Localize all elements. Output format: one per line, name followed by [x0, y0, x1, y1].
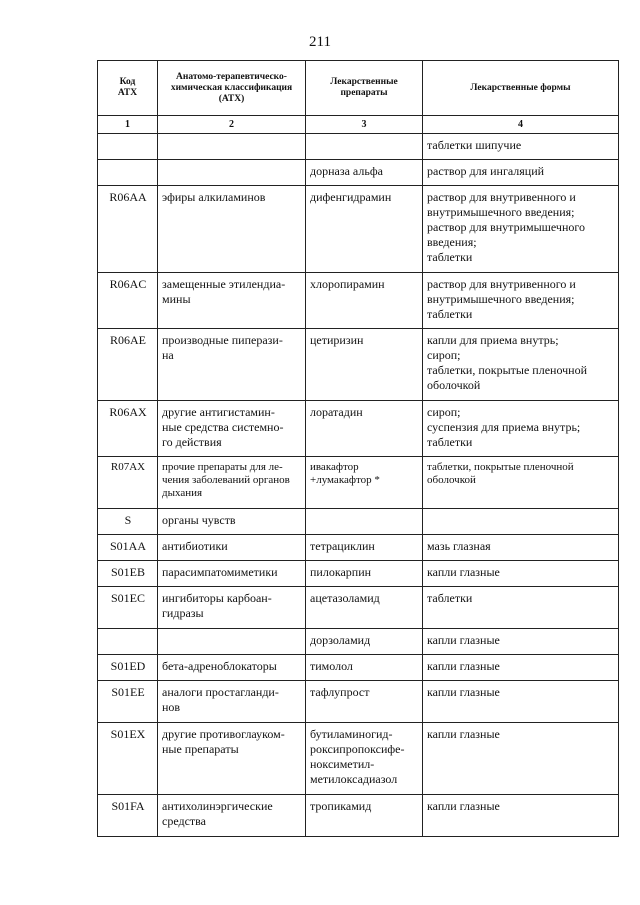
page-number: 211 — [309, 34, 331, 50]
atc-classification-cell: антихолинэргические средства — [158, 795, 306, 837]
dosage-forms-cell: раствор для внутривенного и внутримышечного введения; раствор для внутримышечного введения; таблетки — [423, 186, 619, 273]
atc-code-cell: S — [98, 509, 158, 535]
drug-name-cell: цетиризин — [306, 329, 423, 401]
table-row — [98, 795, 619, 837]
atc-classification-cell: эфиры алкиламинов — [158, 186, 306, 273]
atc-drug-table — [97, 60, 619, 837]
dosage-forms-cell: капли глазные — [423, 795, 619, 837]
table-row — [98, 273, 619, 329]
drug-name-cell: лоратадин — [306, 401, 423, 457]
atc-classification-cell: прочие препараты для ле- чения заболеваний органов дыхания — [158, 457, 306, 509]
atc-classification-cell: органы чувств — [158, 509, 306, 535]
drug-name-cell: тропикамид — [306, 795, 423, 837]
dosage-forms-cell: мазь глазная — [423, 535, 619, 561]
table-body — [98, 134, 619, 837]
table-row — [98, 681, 619, 723]
drug-name-cell: бутиламиногид- роксипропоксифе- ноксиметил- метилоксадиазол — [306, 723, 423, 795]
dosage-forms-cell: капли глазные — [423, 681, 619, 723]
atc-code-cell: S01EB — [98, 561, 158, 587]
header-drugs: Лекарственные препараты — [306, 61, 423, 116]
table-row — [98, 587, 619, 629]
drug-name-cell: хлоропирамин — [306, 273, 423, 329]
table-row — [98, 655, 619, 681]
atc-classification-cell: другие противоглауком- ные препараты — [158, 723, 306, 795]
drug-name-cell: тетрациклин — [306, 535, 423, 561]
dosage-forms-cell: капли глазные — [423, 629, 619, 655]
drug-name-cell: дорзоламид — [306, 629, 423, 655]
table-row — [98, 629, 619, 655]
dosage-forms-cell: капли глазные — [423, 561, 619, 587]
atc-code-cell — [98, 134, 158, 160]
column-number: 2 — [158, 116, 306, 134]
dosage-forms-cell: таблетки — [423, 587, 619, 629]
atc-code-cell: S01EC — [98, 587, 158, 629]
atc-classification-cell — [158, 134, 306, 160]
table-row — [98, 535, 619, 561]
dosage-forms-cell: капли для приема внутрь; сироп; таблетки, покрытые пленочной оболочкой — [423, 329, 619, 401]
column-number: 4 — [423, 116, 619, 134]
atc-classification-cell: антибиотики — [158, 535, 306, 561]
column-number: 1 — [98, 116, 158, 134]
drug-name-cell: тафлупрост — [306, 681, 423, 723]
atc-classification-cell: замещенные этилендиа- мины — [158, 273, 306, 329]
column-number-row — [98, 116, 619, 134]
atc-code-cell: S01FA — [98, 795, 158, 837]
atc-code-cell: S01EE — [98, 681, 158, 723]
atc-classification-cell: бета-адреноблокаторы — [158, 655, 306, 681]
table-row — [98, 509, 619, 535]
dosage-forms-cell: капли глазные — [423, 655, 619, 681]
dosage-forms-cell: сироп; суспензия для приема внутрь; таблетки — [423, 401, 619, 457]
drug-name-cell: дифенгидрамин — [306, 186, 423, 273]
atc-code-cell: R06AE — [98, 329, 158, 401]
dosage-forms-cell — [423, 509, 619, 535]
atc-classification-cell: другие антигистамин- ные средства системно- го действия — [158, 401, 306, 457]
header-dosage-forms: Лекарственные формы — [423, 61, 619, 116]
drug-name-cell — [306, 134, 423, 160]
header-atc-code: Код АТХ — [98, 61, 158, 116]
atc-code-cell: R07AX — [98, 457, 158, 509]
drug-name-cell: ивакафтор +лумакафтор * — [306, 457, 423, 509]
atc-code-cell — [98, 629, 158, 655]
dosage-forms-cell: таблетки шипучие — [423, 134, 619, 160]
dosage-forms-cell: таблетки, покрытые пленочной оболочкой — [423, 457, 619, 509]
dosage-forms-cell: раствор для внутривенного и внутримышечного введения; таблетки — [423, 273, 619, 329]
atc-code-cell: S01EX — [98, 723, 158, 795]
table-row — [98, 561, 619, 587]
table-row — [98, 160, 619, 186]
dosage-forms-cell: раствор для ингаляций — [423, 160, 619, 186]
atc-code-cell — [98, 160, 158, 186]
atc-classification-cell — [158, 629, 306, 655]
column-number: 3 — [306, 116, 423, 134]
atc-code-cell: R06AC — [98, 273, 158, 329]
atc-classification-cell: парасимпатомиметики — [158, 561, 306, 587]
table-row — [98, 329, 619, 401]
drug-name-cell: дорназа альфа — [306, 160, 423, 186]
atc-classification-cell: аналоги простагланди- нов — [158, 681, 306, 723]
atc-code-cell: S01ED — [98, 655, 158, 681]
table-row — [98, 457, 619, 509]
table-row — [98, 186, 619, 273]
drug-name-cell — [306, 509, 423, 535]
drug-name-cell: тимолол — [306, 655, 423, 681]
atc-code-cell: R06AX — [98, 401, 158, 457]
table-row — [98, 401, 619, 457]
dosage-forms-cell: капли глазные — [423, 723, 619, 795]
atc-code-cell: S01AA — [98, 535, 158, 561]
table-row — [98, 134, 619, 160]
header-atc-classification: Анатомо-терапевтическо- химическая классификация (АТХ) — [158, 61, 306, 116]
table-header-row — [98, 61, 619, 116]
drug-name-cell: пилокарпин — [306, 561, 423, 587]
table-row — [98, 723, 619, 795]
atc-classification-cell: ингибиторы карбоан- гидразы — [158, 587, 306, 629]
drug-name-cell: ацетазоламид — [306, 587, 423, 629]
atc-code-cell: R06AA — [98, 186, 158, 273]
atc-classification-cell: производные пиперази- на — [158, 329, 306, 401]
atc-classification-cell — [158, 160, 306, 186]
